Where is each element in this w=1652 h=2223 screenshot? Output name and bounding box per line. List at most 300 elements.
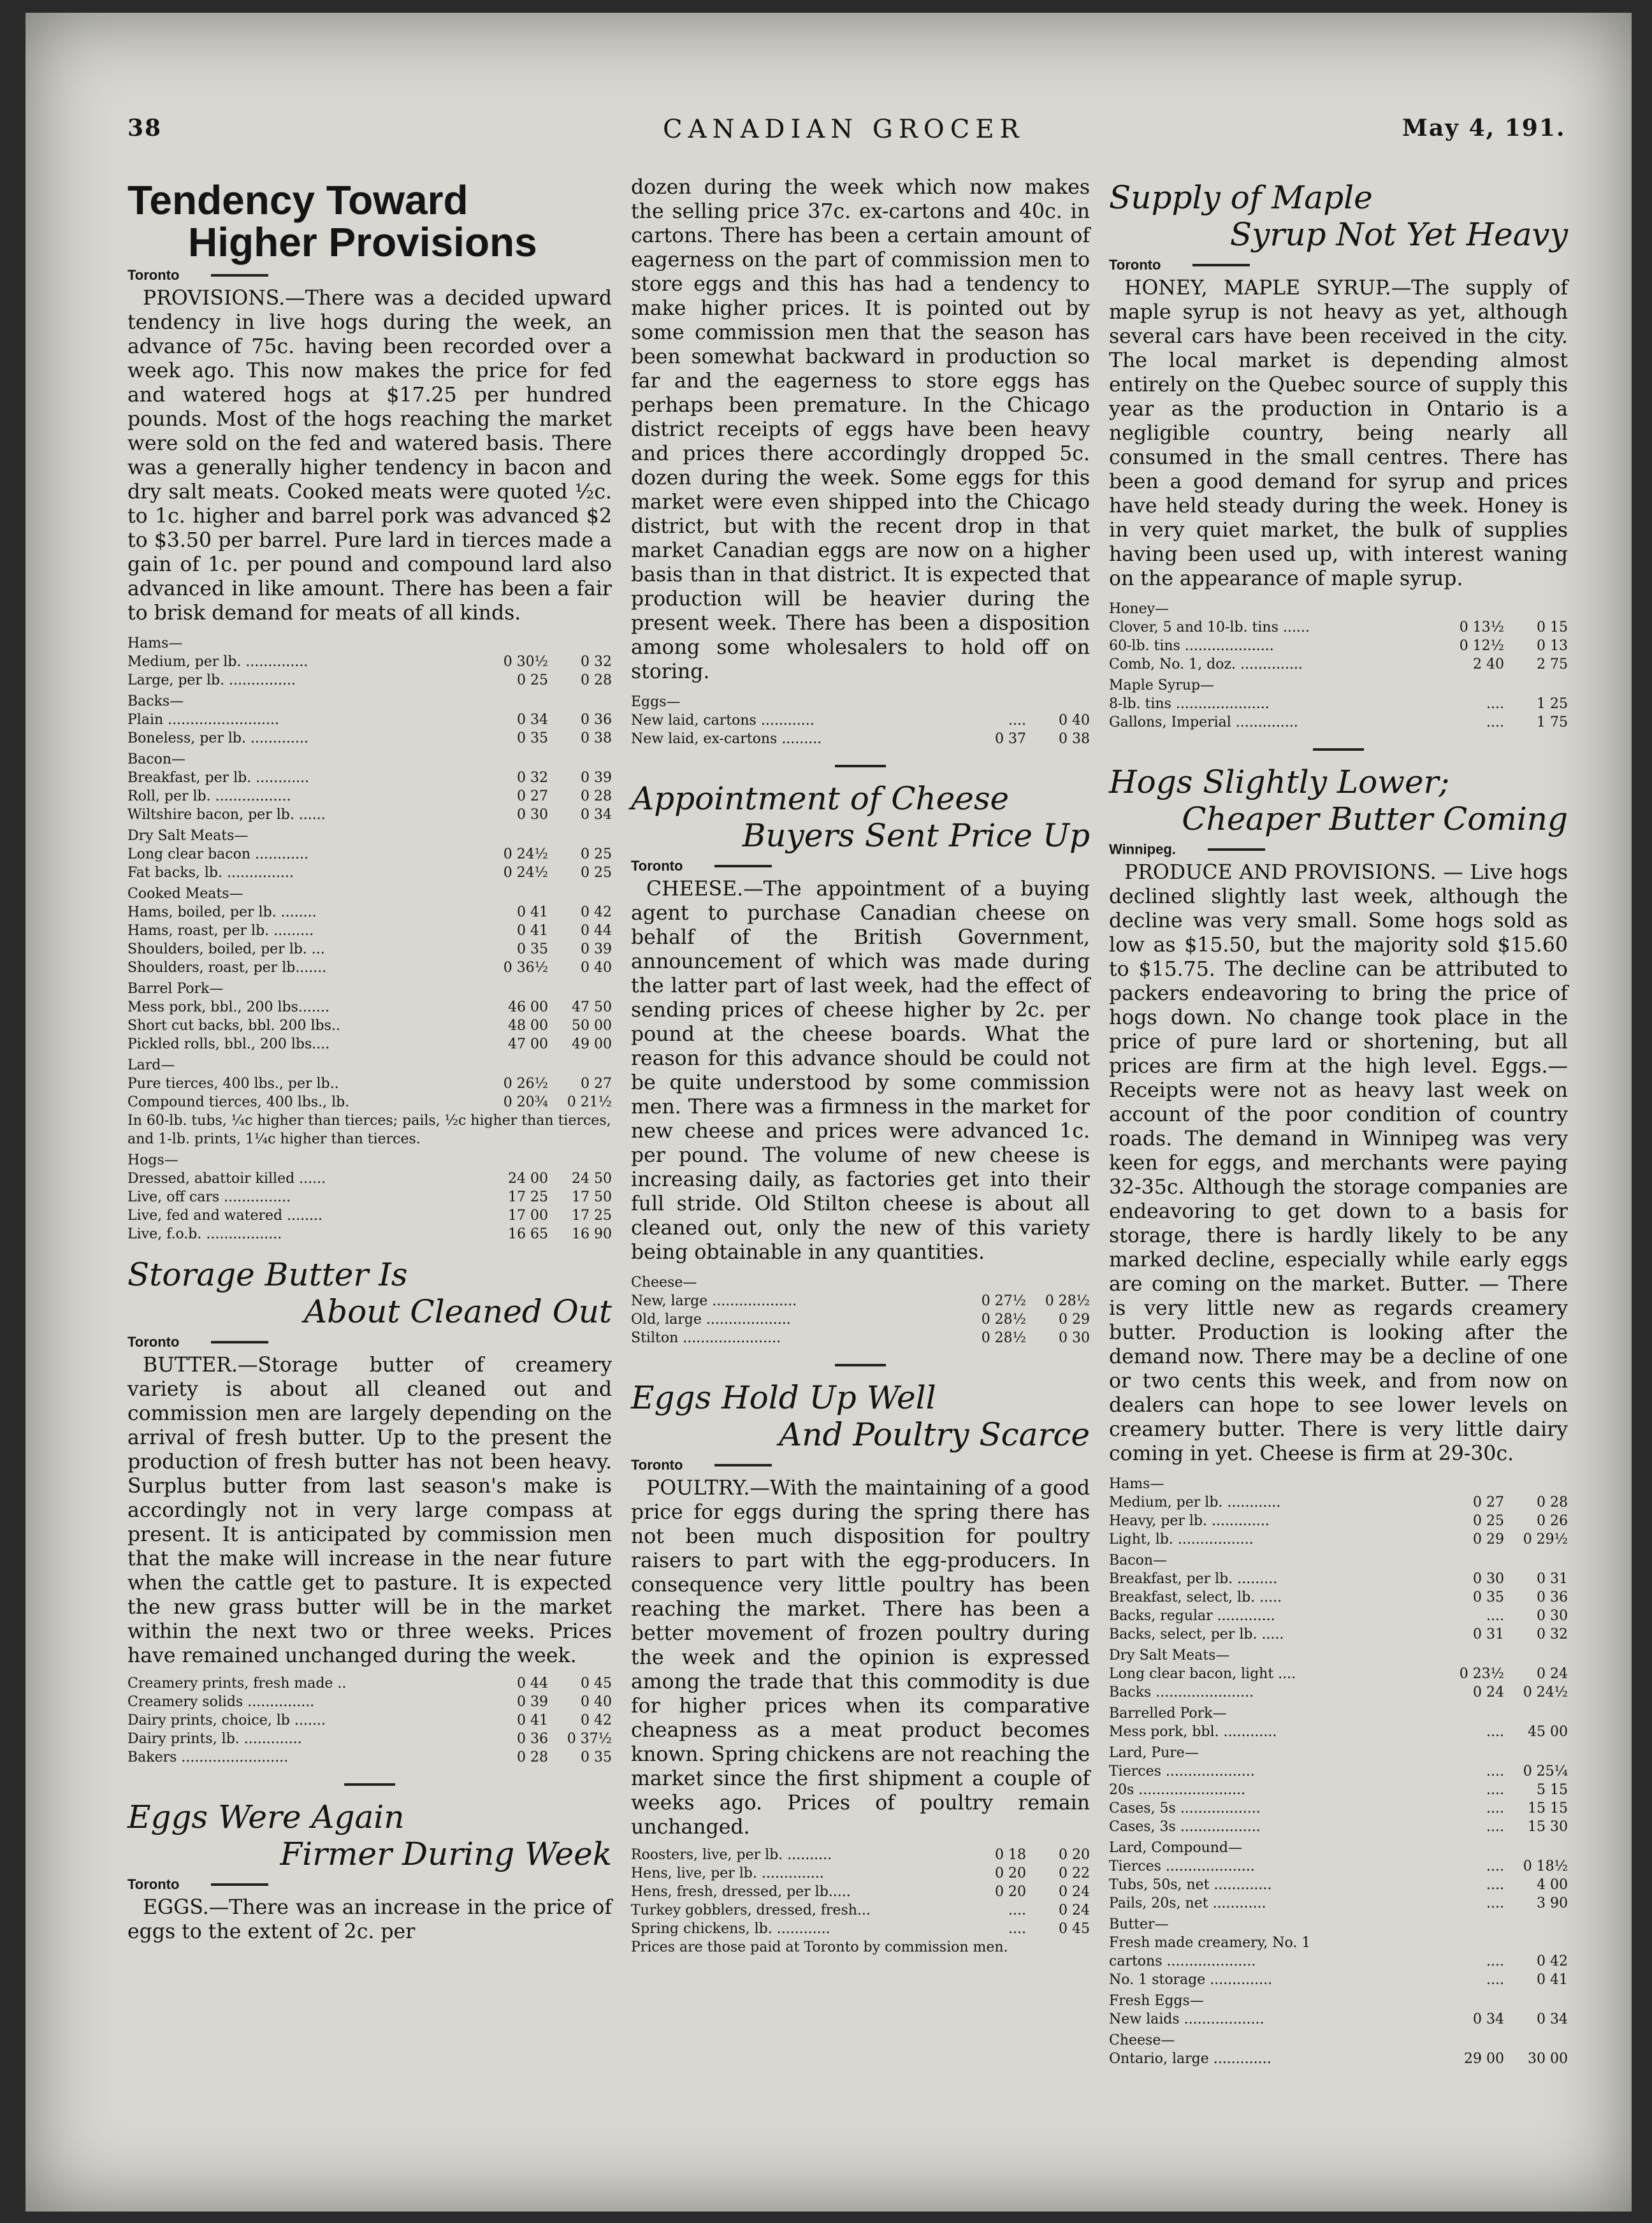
price-high: 0 26 [1537, 1513, 1568, 1529]
item-label: Tierces .................... [1109, 1763, 1255, 1779]
price-category [1109, 674, 1568, 695]
item-label: Long clear bacon ............ [127, 846, 308, 862]
price-category [1109, 1913, 1568, 1934]
dateline-location: Toronto [631, 1457, 683, 1473]
price-table [631, 1846, 1090, 1957]
price-low: 17 00 [508, 1208, 548, 1224]
price-row [127, 1093, 612, 1112]
column-middle [631, 175, 1090, 1968]
price-row [631, 1292, 1090, 1310]
price-low: .... [1486, 1877, 1504, 1893]
headline-line-2: Buyers Sent Price Up [742, 817, 1090, 854]
dateline [631, 858, 1090, 874]
item-label: Medium, per lb. ............ [1109, 1495, 1281, 1510]
item-label: Breakfast, select, lb. ..... [1109, 1589, 1282, 1605]
price-row [1109, 1781, 1568, 1799]
price-row [127, 940, 612, 959]
price-high: 0 34 [1537, 2011, 1568, 2027]
item-label: Comb, No. 1, doz. .............. [1109, 656, 1303, 672]
price-high: 0 34 [581, 807, 612, 823]
dateline-location: Winnipeg. [1109, 841, 1176, 857]
price-low: 0 25 [517, 672, 548, 688]
item-label: New, large ................... [631, 1293, 797, 1309]
price-low: 0 28½ [981, 1312, 1026, 1328]
item-label: Compound tierces, 400 lbs., lb. [127, 1094, 350, 1110]
price-low: 0 36 [517, 1731, 548, 1747]
item-label: Backs ...................... [1109, 1684, 1254, 1700]
price-low: .... [1486, 1953, 1504, 1969]
item-label: Fresh made creamery, No. 1 [1109, 1935, 1311, 1951]
item-label: Large, per lb. ............... [127, 672, 296, 688]
dateline-rule [211, 1341, 268, 1343]
price-high: 1 25 [1537, 696, 1568, 712]
price-category [1109, 2029, 1568, 2050]
item-label: Hens, fresh, dressed, per lb..... [631, 1884, 851, 1900]
item-label: Cases, 3s .................. [1109, 1819, 1261, 1835]
item-label: Prices are those paid at Toronto by commission men. [631, 1939, 1008, 1955]
price-row [127, 864, 612, 882]
price-row [127, 1674, 612, 1693]
price-low: .... [1008, 1902, 1026, 1918]
item-label: Bacon— [127, 751, 186, 767]
price-high: 0 24 [1059, 1902, 1090, 1918]
price-high: 0 42 [1537, 1953, 1568, 1969]
dateline [127, 1334, 612, 1350]
price-row [1109, 1530, 1568, 1549]
price-category [127, 748, 612, 769]
price-row [127, 787, 612, 806]
price-high: 1 75 [1537, 714, 1568, 730]
article-body: HONEY, MAPLE SYRUP.—The supply of maple syrup is not heavy as yet, although several cars have been received in the city. The local market is depending almost entirely on the Quebec source of supply this year as the production in Ontario is a negligible country, being nearly all consumed in the small centres. There has been a good demand for syrup and prices have held steady during the week. Honey is in very quiet market, the bulk of supplies having been used up, with interest waning on the appearance of maple syrup. [1109, 277, 1568, 590]
price-high: 3 90 [1537, 1895, 1568, 1911]
price-low: 0 27 [1473, 1495, 1504, 1510]
item-label: Heavy, per lb. ............. [1109, 1513, 1270, 1529]
item-label: Live, off cars ............... [127, 1189, 291, 1205]
price-low: 0 24½ [503, 865, 548, 881]
item-label: Butter— [1109, 1916, 1169, 1932]
column-left [127, 175, 612, 1950]
price-row [1109, 1512, 1568, 1530]
item-label: Backs, regular ............. [1109, 1608, 1275, 1624]
price-row [1109, 1683, 1568, 1702]
price-low: 0 24½ [503, 846, 548, 862]
section-separator [835, 1364, 886, 1366]
price-low: .... [1486, 1763, 1504, 1779]
price-row [127, 1730, 612, 1748]
item-label: Stilton ...................... [631, 1330, 781, 1346]
item-label: Breakfast, per lb. ......... [1109, 1571, 1278, 1587]
item-label: Hams— [127, 635, 183, 651]
headline-line-1: Tendency Toward [127, 177, 468, 223]
item-label: Boneless, per lb. ............. [127, 730, 308, 746]
price-high: 0 25 [581, 865, 612, 881]
price-high: 0 36 [581, 712, 612, 728]
headline-line-1: Eggs Hold Up Well [631, 1379, 936, 1416]
item-label: Mess pork, bbl. ............ [1109, 1724, 1277, 1740]
item-label: Ontario, large ............. [1109, 2051, 1272, 2067]
item-label: Cooked Meats— [127, 886, 243, 902]
price-low: 0 27 [517, 788, 548, 804]
item-label: Backs— [127, 693, 184, 709]
price-category [1109, 1989, 1568, 2010]
item-label: Cheese— [631, 1275, 697, 1291]
item-label: Light, lb. ................. [1109, 1531, 1254, 1547]
price-high: 0 45 [1059, 1921, 1090, 1937]
item-label: Shoulders, boiled, per lb. ... [127, 941, 325, 957]
price-high: 30 00 [1528, 2051, 1568, 2067]
price-low: 16 65 [508, 1226, 548, 1242]
price-high: 5 15 [1537, 1782, 1568, 1798]
price-low: .... [1486, 1608, 1504, 1624]
price-low: 0 30 [1473, 1571, 1504, 1587]
price-high: 0 39 [581, 941, 612, 957]
price-high: 15 15 [1528, 1800, 1568, 1816]
price-high: 0 36 [1537, 1589, 1568, 1605]
price-low: 17 25 [508, 1189, 548, 1205]
price-low: 0 30½ [503, 654, 548, 670]
price-high: 0 30 [1059, 1330, 1090, 1346]
price-category [1109, 1644, 1568, 1665]
price-row [1109, 1625, 1568, 1644]
item-label: Pure tierces, 400 lbs., per lb.. [127, 1076, 339, 1092]
headline-line-2: Cheaper Butter Coming [1182, 800, 1568, 837]
price-row [127, 1711, 612, 1730]
item-label: Mess pork, bbl., 200 lbs....... [127, 999, 330, 1015]
page-number: 38 [127, 115, 163, 141]
headline-line-2: Higher Provisions [188, 219, 537, 265]
item-label: Pickled rolls, bbl., 200 lbs.... [127, 1036, 330, 1052]
price-high: 0 45 [581, 1676, 612, 1691]
publication-title: CANADIAN GROCER [663, 115, 1025, 144]
price-low: 0 41 [517, 904, 548, 920]
dateline [127, 1876, 612, 1893]
price-row [127, 959, 612, 977]
price-note [631, 1938, 1090, 1957]
price-high: 0 39 [581, 770, 612, 786]
item-label: Honey— [1109, 601, 1170, 617]
price-row [631, 1883, 1090, 1901]
price-row [631, 1920, 1090, 1938]
price-category [631, 690, 1090, 711]
item-label: Long clear bacon, light .... [1109, 1666, 1296, 1682]
price-row [1109, 637, 1568, 655]
price-category [127, 882, 612, 903]
price-high: 0 24½ [1523, 1684, 1568, 1700]
item-label: Hams— [1109, 1476, 1164, 1492]
dateline-location: Toronto [1109, 257, 1161, 273]
dateline-location: Toronto [631, 858, 683, 874]
dateline [1109, 841, 1568, 858]
item-label: Hens, live, per lb. .............. [631, 1865, 824, 1881]
price-row [127, 769, 612, 787]
price-low: 0 18 [995, 1847, 1026, 1863]
item-label: Lard, Compound— [1109, 1840, 1242, 1856]
headline-line-1: Eggs Were Again [127, 1799, 405, 1836]
price-low: 0 41 [517, 1713, 548, 1728]
price-low: 0 26½ [503, 1076, 548, 1092]
item-label: Cheese— [1109, 2032, 1175, 2048]
price-row [1109, 618, 1568, 637]
price-high: 0 18½ [1523, 1858, 1568, 1874]
price-low: .... [1486, 1819, 1504, 1835]
price-row [127, 998, 612, 1017]
price-low: .... [1486, 696, 1504, 712]
price-low: .... [1486, 1800, 1504, 1816]
price-row [1109, 1857, 1568, 1876]
price-high: 0 22 [1059, 1865, 1090, 1881]
article-maple-syrup [1109, 179, 1568, 732]
price-low: 0 36½ [503, 960, 548, 976]
item-label: Hams, roast, per lb. ......... [127, 923, 314, 939]
price-row [1109, 1799, 1568, 1818]
price-row [631, 711, 1090, 730]
price-high: 0 29½ [1523, 1531, 1568, 1547]
item-label: Cases, 5s .................. [1109, 1800, 1261, 1816]
price-high: 17 50 [572, 1189, 612, 1205]
item-label: Creamery solids ............... [127, 1694, 315, 1710]
dateline-location: Toronto [127, 267, 180, 283]
headline-line-1: Hogs Slightly Lower; [1109, 764, 1450, 800]
price-low: 0 28½ [981, 1330, 1026, 1346]
article-eggs [127, 1799, 612, 1944]
price-low: 0 31 [1473, 1626, 1504, 1642]
price-row [631, 1864, 1090, 1883]
price-low: .... [1486, 1858, 1504, 1874]
price-low: .... [1486, 714, 1504, 730]
price-low: .... [1008, 713, 1026, 728]
item-label: Dairy prints, choice, lb ....... [127, 1713, 326, 1728]
price-row [1109, 1588, 1568, 1607]
price-table [631, 690, 1090, 748]
item-label: Pails, 20s, net ............ [1109, 1895, 1266, 1911]
price-category [1109, 1549, 1568, 1570]
price-high: 0 28 [1537, 1495, 1568, 1510]
price-low: 47 00 [508, 1036, 548, 1052]
price-category [127, 632, 612, 653]
price-low: 0 25 [1473, 1513, 1504, 1529]
item-label: Bacon— [1109, 1553, 1168, 1568]
price-low: 2 40 [1473, 656, 1504, 672]
item-label: Creamery prints, fresh made .. [127, 1676, 347, 1691]
item-label: Bakers ........................ [127, 1749, 289, 1765]
price-high: 0 38 [1059, 731, 1090, 747]
price-high: 0 29 [1059, 1312, 1090, 1328]
price-category [1109, 1702, 1568, 1723]
price-low: 0 34 [517, 712, 548, 728]
article-body: POULTRY.—With the maintaining of a good price for eggs during the spring there has not been much disposition for poultry raisers to part with the egg-producers. In consequence very little poultry has been reaching the market. There has been a better movement of frozen poultry during the week and the opinion is expressed among the trade that this commodity is due for higher prices when its comparative cheapness as a meat product becomes known. Spring chickens are not reaching the market since the first shipment a couple of weeks ago. Prices of poultry remain unchanged. [631, 1477, 1090, 1839]
headline [127, 179, 612, 263]
price-low: 0 20¾ [503, 1094, 548, 1110]
headline-line-2: Firmer During Week [280, 1836, 612, 1872]
article-body: BUTTER.—Storage butter of creamery variety is about all cleaned out and commission men are largely depending on the arrival of fresh butter. Up to the present the production of fresh butter has not been heavy. Surplus butter from last season's make is accordingly not in very large compass at present. It is anticipated by commission men that the make will increase in the near future when the cattle get to pasture. It is expected the new grass butter will be in the market within the next two or three weeks. Prices have remained unchanged during the week. [127, 1354, 612, 1667]
item-label: 8-lb. tins ..................... [1109, 696, 1270, 712]
item-label: New laid, ex-cartons ......... [631, 731, 822, 747]
price-low: 46 00 [508, 999, 548, 1015]
price-high: 0 42 [581, 1713, 612, 1728]
section-separator [344, 1783, 395, 1786]
price-low: .... [1008, 1921, 1026, 1937]
price-low: 0 12½ [1459, 638, 1504, 654]
price-row [127, 806, 612, 824]
price-high: 0 31 [1537, 1571, 1568, 1587]
price-high: 45 00 [1528, 1724, 1568, 1740]
price-row [127, 922, 612, 940]
item-label: Gallons, Imperial .............. [1109, 714, 1298, 730]
price-high: 0 24 [1059, 1884, 1090, 1900]
price-row [127, 729, 612, 748]
price-high: 0 35 [581, 1749, 612, 1765]
price-row [127, 1225, 612, 1243]
item-label: In 60-lb. tubs, ¼c higher than tierces; pails, ½c higher than tierces, and 1-lb. prints, 1¼c higher than tierces. [127, 1113, 611, 1147]
item-label: Roll, per lb. ................. [127, 788, 291, 804]
item-label: Short cut backs, bbl. 200 lbs.. [127, 1018, 340, 1034]
item-label: Turkey gobblers, dressed, fresh... [631, 1902, 871, 1918]
price-category [127, 977, 612, 998]
item-label: Dairy prints, lb. ............. [127, 1731, 302, 1747]
section-separator [835, 765, 886, 767]
price-row [127, 1017, 612, 1035]
article-body: EGGS.—There was an increase in the price of eggs to the extent of 2c. per [127, 1896, 612, 1943]
issue-date: May 4, 191. [1402, 115, 1566, 141]
item-label: Barrel Pork— [127, 981, 224, 997]
item-label: Dry Salt Meats— [127, 828, 249, 844]
price-category [1109, 597, 1568, 618]
price-row [127, 1748, 612, 1767]
dateline-rule [1208, 848, 1265, 851]
price-high: 0 21½ [567, 1094, 612, 1110]
price-row [1109, 2010, 1568, 2029]
price-high: 0 40 [581, 1694, 612, 1710]
section-separator [1313, 748, 1364, 751]
price-table [1109, 1472, 1568, 2068]
price-low: 0 41 [517, 923, 548, 939]
price-category [1109, 1934, 1568, 1952]
item-label: No. 1 storage .............. [1109, 1972, 1273, 1988]
price-high: 0 37½ [567, 1731, 612, 1747]
item-label: Barrelled Pork— [1109, 1705, 1227, 1721]
price-row [1109, 2050, 1568, 2068]
price-row [127, 845, 612, 864]
item-label: Roosters, live, per lb. .......... [631, 1847, 832, 1863]
price-category [127, 824, 612, 845]
price-high: 47 50 [572, 999, 612, 1015]
price-row [631, 1846, 1090, 1864]
price-high: 0 15 [1537, 619, 1568, 635]
price-low: 24 00 [508, 1171, 548, 1187]
price-table [631, 1271, 1090, 1347]
dateline-rule [1192, 264, 1250, 266]
price-low: 0 23½ [1459, 1666, 1504, 1682]
item-label: 60-lb. tins .................... [1109, 638, 1274, 654]
article-poultry [631, 1379, 1090, 1957]
price-row [1109, 695, 1568, 713]
item-label: New laid, cartons ............ [631, 713, 815, 728]
headline [631, 1379, 1090, 1453]
price-low: .... [1486, 1895, 1504, 1911]
price-row [127, 1169, 612, 1188]
dateline-location: Toronto [127, 1334, 180, 1350]
item-label: Tubs, 50s, net ............. [1109, 1877, 1272, 1893]
price-high: 0 28½ [1045, 1293, 1090, 1309]
price-low: 0 37 [995, 731, 1026, 747]
price-row [1109, 1952, 1568, 1971]
price-high: 0 42 [581, 904, 612, 920]
item-label: Wiltshire bacon, per lb. ...... [127, 807, 326, 823]
price-table [127, 1674, 612, 1767]
price-high: 2 75 [1537, 656, 1568, 672]
price-high: 0 20 [1059, 1847, 1090, 1863]
item-label: Spring chickens, lb. ............ [631, 1921, 830, 1937]
price-low: 0 44 [517, 1676, 548, 1691]
article-cheese [631, 780, 1090, 1347]
price-low: 0 24 [1473, 1684, 1504, 1700]
price-high: 0 32 [1537, 1626, 1568, 1642]
price-low: 0 29 [1473, 1531, 1504, 1547]
price-row [1109, 1876, 1568, 1894]
price-row [1109, 1493, 1568, 1512]
price-row [631, 1901, 1090, 1920]
price-low: 0 32 [517, 770, 548, 786]
price-high: 0 40 [581, 960, 612, 976]
item-label: 20s ........................ [1109, 1782, 1246, 1798]
dateline [127, 267, 612, 284]
price-category [127, 1148, 612, 1169]
price-category [1109, 1836, 1568, 1857]
dateline-rule [714, 1464, 772, 1466]
article-winnipeg-produce [1109, 764, 1568, 2068]
price-low: 0 20 [995, 1884, 1026, 1900]
price-category [127, 690, 612, 711]
price-low: 0 27½ [981, 1293, 1026, 1309]
item-label: Backs, select, per lb. ..... [1109, 1626, 1284, 1642]
price-row [1109, 1762, 1568, 1781]
price-table [127, 632, 612, 1243]
price-high: 49 00 [572, 1036, 612, 1052]
price-note [127, 1112, 612, 1148]
price-row [1109, 713, 1568, 732]
headline-line-2: Syrup Not Yet Heavy [1229, 216, 1568, 253]
item-label: Old, large ................... [631, 1312, 791, 1328]
item-label: Fat backs, lb. ............... [127, 865, 294, 881]
item-label: Maple Syrup— [1109, 677, 1215, 693]
item-label: Lard— [127, 1057, 175, 1073]
article-body: PRODUCE AND PROVISIONS. — Live hogs declined slightly last week, although the decline was very small. Some hogs sold as low as $15.50, but the majority sold $15.60 to $15.75. The decline can be attributed to packers endeavoring to bring the price of hogs down. No change took place in the price of pure lard or shortening, but all prices are firm at the high level. Eggs.—Receipts were not as heavy last week on account of the poor condition of country roads. The demand in Winnipeg was very keen for eggs, and merchants were paying 32-35c. Although the storage companies are endeavoring to get down to a basis for storage, there is hardly likely to be any marked decline, especially while early eggs are coming on the market. Butter. — There is very little new as regards creamery butter. Production is looking after the demand now. There may be a decline of one or two cents this week, and from now on dealers can hope to see lower levels on creamery butter. There is very little dairy coming in yet. Cheese is firm at 29-30c. [1109, 861, 1568, 1465]
price-high: 0 32 [581, 654, 612, 670]
price-row [1109, 1607, 1568, 1625]
price-low: 0 13½ [1459, 619, 1504, 635]
dateline [1109, 257, 1568, 273]
price-row [631, 730, 1090, 748]
item-label: Medium, per lb. .............. [127, 654, 308, 670]
item-label: Live, fed and watered ........ [127, 1208, 323, 1224]
price-low: 0 20 [995, 1865, 1026, 1881]
headline [127, 1799, 612, 1872]
article-body-continued: dozen during the week which now makes the selling price 37c. ex-cartons and 40c. in cartons. There has been a certain amount of eagerness on the part of commission men to store eggs and this has had a tendency to make higher prices. It is pointed out by some commission men that the season has been somewhat backward in production so far and the eagerness to store eggs has perhaps been premature. In the Chicago district receipts of eggs have been heavy and prices there accordingly dropped 5c. dozen during the week. Some eggs for this market were even shipped into the Chicago district, but with the recent drop in that market Canadian eggs are now on a higher basis than in that district. It is expected that production will be heavier during the present week. There has been a disposition among some wholesalers to hold off on storing. [631, 176, 1090, 683]
price-high: 50 00 [572, 1018, 612, 1034]
price-table [1109, 597, 1568, 732]
article-provisions [127, 179, 612, 1243]
price-low: 0 35 [1473, 1589, 1504, 1605]
price-row [127, 903, 612, 922]
price-row [1109, 1723, 1568, 1741]
dateline-rule [714, 865, 772, 867]
article-butter [127, 1256, 612, 1767]
price-row [1109, 1665, 1568, 1683]
headline-line-1: Supply of Maple [1109, 179, 1373, 216]
item-label: Breakfast, per lb. ............ [127, 770, 310, 786]
headline-line-1: Appointment of Cheese [631, 780, 1010, 817]
price-row [1109, 1818, 1568, 1836]
